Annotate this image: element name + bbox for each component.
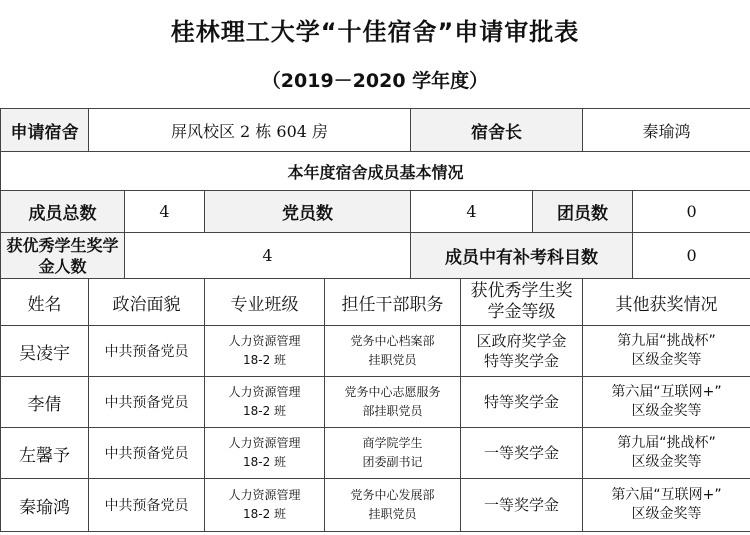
member-name: 李倩 [1, 377, 89, 428]
stats-row-2 [1, 233, 750, 279]
league-members-value: 0 [633, 191, 750, 233]
member-other-awards [583, 377, 750, 428]
member-other-line-2: 区级金奖等 [631, 352, 702, 368]
col-duty-header: 担任干部职务 [325, 279, 461, 326]
member-class-line-1: 人力资源管理 [228, 488, 301, 502]
form-title: 桂林理工大学“十佳宿舍”申请审批表 [170, 18, 580, 46]
member-class-line-2: 18-2 班 [242, 507, 287, 521]
member-class-line-2: 18-2 班 [242, 404, 287, 418]
member-class-line-2: 18-2 班 [242, 353, 287, 367]
league-members-label: 团员数 [533, 191, 633, 233]
member-politics: 中共预备党员 [89, 377, 205, 428]
member-row [1, 428, 750, 479]
member-other-line-1: 第六届“互联网+” [611, 487, 722, 503]
academic-year: （2019－2020 学年度） [261, 70, 489, 92]
member-other-line-1: 第六届“互联网+” [611, 384, 722, 400]
apply-dorm-label: 申请宿舍 [1, 109, 89, 152]
member-row [1, 479, 750, 532]
stats-row-1 [1, 191, 750, 233]
member-politics: 中共预备党员 [89, 326, 205, 377]
application-form-table [0, 108, 750, 532]
member-scholarship-line-1: 一等奖学金 [484, 444, 560, 462]
member-duty-line-1: 党务中心档案部 [350, 334, 435, 348]
member-other-awards [583, 326, 750, 377]
member-other-line-1: 第九届“挑战杯” [617, 435, 716, 451]
total-members-label: 成员总数 [1, 191, 125, 233]
scholarship-count-label: 获优秀学生奖学金人数 [1, 233, 125, 279]
member-duty [325, 377, 461, 428]
section-title: 本年度宿舍成员基本情况 [1, 152, 750, 191]
member-row [1, 377, 750, 428]
col-other-awards-header: 其他获奖情况 [583, 279, 750, 326]
scholarship-count-value: 4 [125, 233, 411, 279]
member-class-line-1: 人力资源管理 [228, 334, 301, 348]
member-other-line-1: 第九届“挑战杯” [617, 333, 716, 349]
col-name-header: 姓名 [1, 279, 89, 326]
member-name: 秦瑜鸿 [1, 479, 89, 532]
member-class [205, 479, 325, 532]
member-other-awards [583, 479, 750, 532]
member-scholarship-line-2: 特等奖学金 [484, 352, 560, 370]
member-scholarship [461, 428, 583, 479]
col-scholarship-header: 获优秀学生奖学金等级 [461, 279, 583, 326]
member-politics: 中共预备党员 [89, 479, 205, 532]
member-class-line-1: 人力资源管理 [228, 436, 301, 450]
dorm-head-label: 宿舍长 [411, 109, 583, 152]
member-duty-line-2: 挂职党员 [368, 507, 417, 521]
member-duty [325, 479, 461, 532]
member-duty-line-2: 挂职党员 [368, 353, 417, 367]
member-scholarship-line-1: 特等奖学金 [484, 393, 560, 411]
dorm-head-value: 秦瑜鸿 [583, 109, 750, 152]
members-header-row [1, 279, 750, 326]
member-class-line-2: 18-2 班 [242, 455, 287, 469]
col-politics-header: 政治面貌 [89, 279, 205, 326]
member-scholarship-line-1: 一等奖学金 [484, 496, 560, 514]
party-members-label: 党员数 [205, 191, 411, 233]
member-scholarship [461, 479, 583, 532]
member-politics: 中共预备党员 [89, 428, 205, 479]
member-class [205, 428, 325, 479]
col-class-header: 专业班级 [205, 279, 325, 326]
member-duty-line-2: 团委副书记 [362, 455, 423, 469]
makeup-exam-value: 0 [633, 233, 750, 279]
member-other-line-2: 区级金奖等 [631, 454, 702, 470]
member-duty [325, 326, 461, 377]
member-scholarship [461, 326, 583, 377]
member-row [1, 326, 750, 377]
member-class [205, 377, 325, 428]
member-duty-line-1: 商学院学生 [362, 436, 423, 450]
section-row [1, 152, 750, 191]
party-members-value: 4 [411, 191, 533, 233]
makeup-exam-label: 成员中有补考科目数 [411, 233, 633, 279]
member-name: 左馨予 [1, 428, 89, 479]
dorm-row [1, 109, 750, 152]
member-duty-line-2: 部挂职党员 [362, 404, 423, 418]
member-duty [325, 428, 461, 479]
apply-dorm-value: 屏风校区 2 栋 604 房 [89, 109, 411, 152]
member-other-awards [583, 428, 750, 479]
total-members-value: 4 [125, 191, 205, 233]
member-class-line-1: 人力资源管理 [228, 385, 301, 399]
member-duty-line-1: 党务中心发展部 [350, 488, 435, 502]
member-other-line-2: 区级金奖等 [631, 506, 702, 522]
member-class [205, 326, 325, 377]
member-duty-line-1: 党务中心志愿服务 [344, 385, 441, 399]
member-other-line-2: 区级金奖等 [631, 403, 702, 419]
member-scholarship [461, 377, 583, 428]
member-scholarship-line-1: 区政府奖学金 [476, 332, 567, 350]
member-name: 吴凌宇 [1, 326, 89, 377]
